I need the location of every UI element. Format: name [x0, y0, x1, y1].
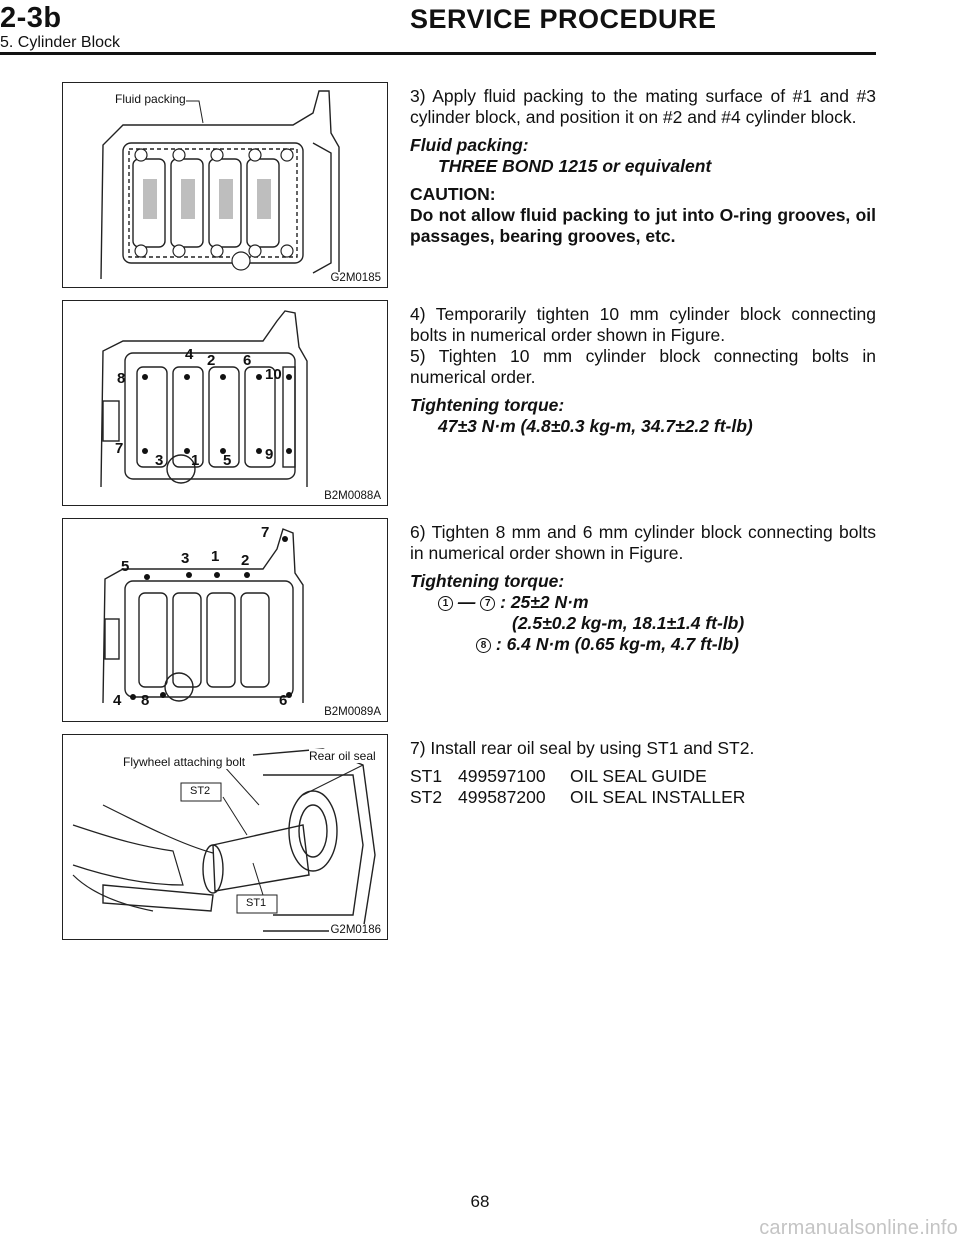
- section-code: 2-3b: [0, 2, 62, 34]
- bolt-number-3: 3: [181, 550, 190, 567]
- bolt-number-7: 7: [261, 524, 270, 541]
- dash: —: [457, 592, 476, 612]
- torque-bolts-1-7: [410, 592, 876, 613]
- step-3-text: 3) Apply fluid packing to the mating surface of #1 and #3 cylinder block, and position it on #2 and #4 cylinder block.: [410, 86, 876, 127]
- caution-label: CAUTION:: [410, 184, 496, 204]
- step-6-text: 6) Tighten 8 mm and 6 mm cylinder block connecting bolts in numerical order shown in Figure.: [410, 522, 876, 563]
- bolt-number-5: 5: [121, 558, 130, 575]
- bolt-number-2: 2: [207, 352, 216, 369]
- section-subtitle: 5. Cylinder Block: [0, 34, 121, 51]
- torque-value-1-7: : 25±2 N·m: [500, 592, 589, 612]
- bolt-number-4: 4: [113, 692, 122, 709]
- callout-st2: ST2: [190, 785, 211, 797]
- step-3: [410, 86, 876, 247]
- header-rule: [0, 52, 876, 55]
- page-title: SERVICE PROCEDURE: [410, 4, 717, 34]
- tool-part-number: 499597100: [458, 766, 546, 786]
- figure-8mm-6mm-bolt-order: [62, 518, 388, 722]
- figure-fluid-packing-drawing: [63, 83, 388, 288]
- step-7-text: 7) Install rear oil seal by using ST1 and ST2.: [410, 738, 755, 758]
- circled-number-1: 1: [438, 596, 453, 611]
- bolt-number-4: 4: [185, 346, 194, 363]
- callout-fluid-packing: Fluid packing: [115, 92, 186, 106]
- torque-value-1-7-alt: (2.5±0.2 kg-m, 18.1±1.4 ft-lb): [512, 613, 745, 633]
- figure-rear-oil-seal: [62, 734, 388, 940]
- bolt-number-9: 9: [265, 446, 274, 463]
- tool-part-number: 499587200: [458, 787, 546, 807]
- tool-row-st1: [410, 766, 876, 787]
- figure-code: G2M0185: [330, 272, 381, 284]
- bolt-number-5: 5: [223, 452, 232, 469]
- step-7: [410, 738, 876, 808]
- torque-value-8: : 6.4 N·m (0.65 kg-m, 4.7 ft-lb): [495, 634, 739, 654]
- torque-label: Tightening torque:: [410, 395, 565, 415]
- torque-value: 47±3 N·m (4.8±0.3 kg-m, 34.7±2.2 ft-lb): [438, 416, 753, 436]
- bolt-number-10: 10: [265, 366, 282, 383]
- figure-code: B2M0088A: [324, 490, 381, 502]
- bolt-number-1: 1: [211, 548, 220, 565]
- figure-8mm-6mm-bolt-order-drawing: [63, 519, 388, 722]
- circled-number-8: 8: [476, 638, 491, 653]
- bolt-number-6: 6: [279, 692, 288, 709]
- fluid-packing-label: Fluid packing:: [410, 135, 529, 155]
- figure-code: B2M0089A: [324, 706, 381, 718]
- fluid-packing-value: THREE BOND 1215 or equivalent: [438, 156, 712, 176]
- caution-text: Do not allow fluid packing to jut into O-ring grooves, oil passages, bearing grooves, etc.: [410, 205, 876, 246]
- callout-rear-oil-seal: Rear oil seal: [309, 749, 376, 763]
- tool-name: OIL SEAL INSTALLER: [570, 787, 746, 807]
- figure-10mm-bolt-order-drawing: [63, 301, 388, 506]
- callout-flywheel-attaching-bolt: Flywheel attaching bolt: [123, 755, 246, 769]
- step-6: [410, 522, 876, 655]
- bolt-number-2: 2: [241, 552, 250, 569]
- watermark: carmanualsonline.info: [759, 1217, 958, 1239]
- figure-fluid-packing: [62, 82, 388, 288]
- step-5-text: 5) Tighten 10 mm cylinder block connecting bolts in numerical order.: [410, 346, 876, 387]
- tool-id: ST1: [410, 766, 443, 786]
- tool-name: OIL SEAL GUIDE: [570, 766, 707, 786]
- tool-row-st2: [410, 787, 876, 808]
- torque-label: Tightening torque:: [410, 571, 565, 591]
- step-4-text: 4) Temporarily tighten 10 mm cylinder block connecting bolts in numerical order shown in Figure.: [410, 304, 876, 345]
- bolt-number-8: 8: [117, 370, 126, 387]
- bolt-number-8: 8: [141, 692, 150, 709]
- figure-code: G2M0186: [330, 924, 381, 936]
- callout-st1: ST1: [246, 897, 267, 909]
- tool-id: ST2: [410, 787, 443, 807]
- bolt-number-6: 6: [243, 352, 252, 369]
- circled-number-7: 7: [480, 596, 495, 611]
- bolt-number-1: 1: [191, 452, 200, 469]
- bolt-number-3: 3: [155, 452, 164, 469]
- torque-bolt-8: [410, 634, 876, 655]
- step-4-5: [410, 304, 876, 437]
- figure-10mm-bolt-order: [62, 300, 388, 506]
- page-number: 68: [470, 1192, 490, 1211]
- bolt-number-7: 7: [115, 440, 124, 457]
